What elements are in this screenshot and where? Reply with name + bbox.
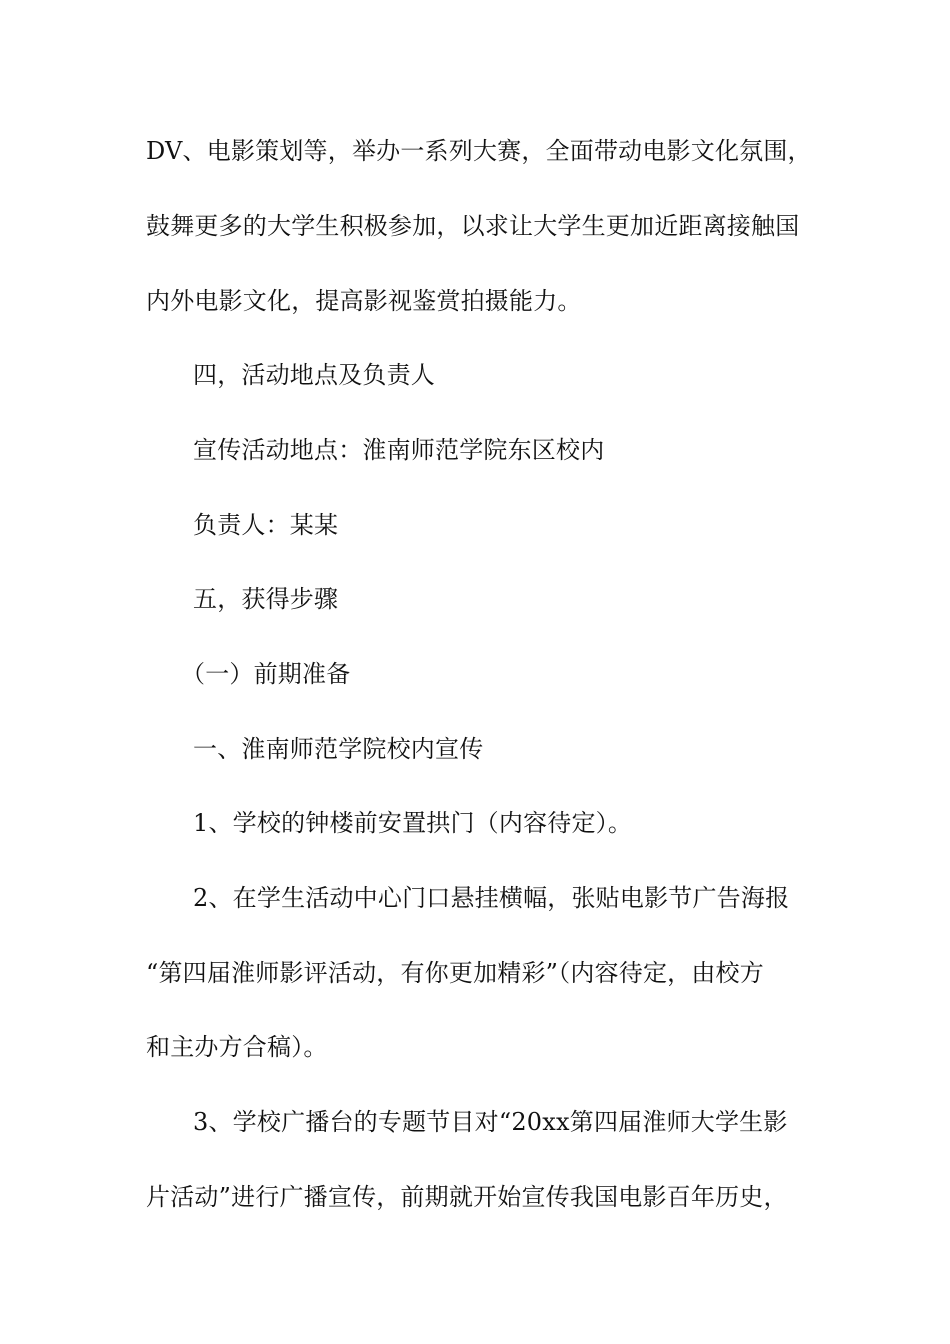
list-item: 2、在学生活动中心门口悬挂横幅，张贴电影节广告海报	[193, 884, 790, 912]
list-item: 1、学校的钟楼前安置拱门（内容待定）。	[193, 809, 633, 837]
paragraph-line: “第四届淮师影评活动，有你更加精彩”（内容待定，由校方	[146, 959, 764, 987]
paragraph-line: 鼓舞更多的大学生积极参加，以求让大学生更加近距离接触国	[146, 212, 800, 240]
list-item: 3、学校广播台的专题节目对“20xx第四届淮师大学生影	[193, 1108, 788, 1136]
section-heading: 五，获得步骤	[193, 585, 339, 613]
section-heading: 四，活动地点及负责人	[193, 361, 435, 389]
paragraph-line: DV、电影策划等，举办一系列大赛，全面带动电影文化氛围，	[146, 137, 812, 165]
paragraph-line: 内外电影文化，提高影视鉴赏拍摄能力。	[146, 287, 582, 315]
paragraph-line: 和主办方合稿）。	[146, 1033, 328, 1061]
subsection-heading: 一、淮南师范学院校内宣传	[193, 735, 484, 763]
paragraph-line: 宣传活动地点：淮南师范学院东区校内	[193, 436, 605, 464]
subsection-heading: （一）前期准备	[181, 660, 351, 688]
paragraph-line: 片活动”进行广播宣传，前期就开始宣传我国电影百年历史，	[146, 1183, 788, 1211]
paragraph-line: 负责人：某某	[193, 511, 339, 539]
